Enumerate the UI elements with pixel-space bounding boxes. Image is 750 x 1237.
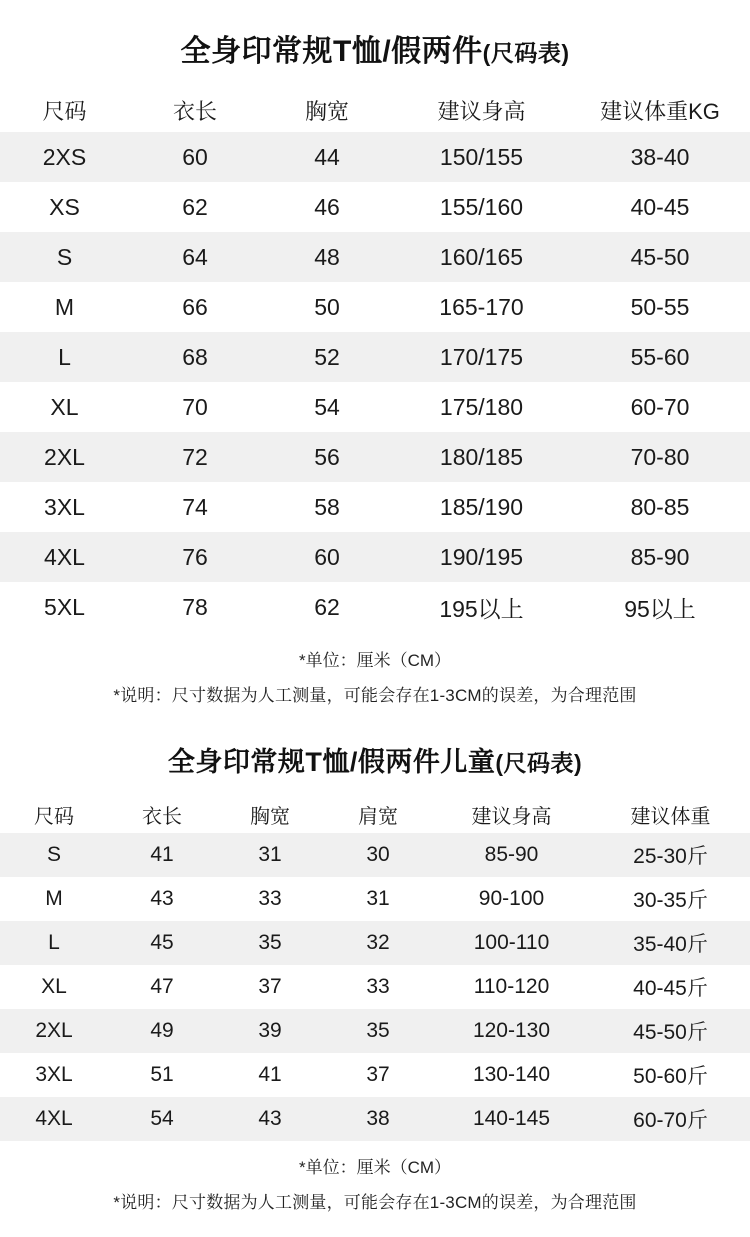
cell-height: 100-110 (473, 931, 550, 954)
cell-length: 64 (182, 243, 208, 270)
kids-measurement-note: *说明：尺寸数据为人工测量，可能会存在1-3CM的误差，为合理范围 (113, 1193, 637, 1212)
kids-table-head (0, 795, 750, 833)
cell-size: 4XL (35, 1107, 73, 1130)
cell-height: 185/190 (439, 493, 524, 520)
column-header-chest: 胸宽 (304, 98, 349, 124)
cell-height: 120-130 (472, 1019, 551, 1042)
cell-length: 60 (182, 143, 208, 170)
table-row (0, 432, 750, 482)
cell-size: 2XL (35, 1019, 73, 1042)
cell-height: 190/195 (439, 543, 524, 570)
cell-chest: 41 (258, 1063, 282, 1086)
cell-length: 68 (182, 343, 208, 370)
kids-size-chart-title (0, 710, 750, 795)
cell-chest: 46 (314, 193, 340, 220)
cell-length: 51 (150, 1063, 174, 1086)
cell-size: 5XL (44, 593, 85, 620)
cell-chest: 43 (258, 1107, 282, 1130)
column-header-length: 衣长 (172, 98, 217, 124)
cell-size: L (58, 343, 71, 370)
cell-chest: 56 (314, 443, 340, 470)
table-row (0, 532, 750, 582)
table-row (0, 582, 750, 632)
cell-height: 130-140 (472, 1063, 551, 1086)
bottom-spacer (0, 1217, 750, 1235)
cell-height: 180/185 (439, 443, 524, 470)
cell-height: 175/180 (439, 393, 524, 420)
cell-weight: 50-60斤 (633, 1065, 708, 1088)
cell-shoulder: 35 (366, 1019, 390, 1042)
cell-length: 54 (150, 1107, 174, 1130)
table-row (0, 332, 750, 382)
table-row (0, 232, 750, 282)
cell-weight: 45-50 (630, 243, 690, 270)
cell-size: M (45, 887, 63, 910)
cell-size: XS (49, 193, 80, 220)
adult-title-main: 全身印常规T恤/假两件 (180, 35, 483, 68)
cell-weight: 50-55 (630, 293, 690, 320)
column-header-chest: 胸宽 (250, 805, 290, 828)
cell-height: 165-170 (439, 293, 524, 320)
adult-size-table (0, 88, 750, 632)
cell-chest: 44 (314, 143, 340, 170)
adult-table-head (0, 88, 750, 132)
cell-chest: 39 (258, 1019, 282, 1042)
kids-unit-note: *单位：厘米（CM） (298, 1158, 452, 1177)
cell-length: 47 (150, 975, 174, 998)
cell-height: 195以上 (439, 595, 524, 622)
table-row (0, 965, 750, 1009)
cell-weight: 40-45斤 (633, 977, 708, 1000)
cell-shoulder: 38 (366, 1107, 390, 1130)
cell-chest: 60 (314, 543, 340, 570)
cell-size: S (56, 243, 73, 270)
cell-weight: 70-80 (630, 443, 690, 470)
cell-weight: 35-40斤 (633, 933, 708, 956)
cell-height: 110-120 (473, 975, 550, 998)
table-row (0, 1097, 750, 1141)
cell-size: XL (41, 975, 67, 998)
kids-title-sub: (尺码表) (495, 750, 583, 776)
adult-title-sub: (尺码表) (482, 40, 570, 66)
table-row (0, 1009, 750, 1053)
cell-height: 140-145 (472, 1107, 551, 1130)
cell-height: 160/165 (439, 243, 524, 270)
column-header-weight: 建议体重KG (600, 98, 720, 124)
cell-weight: 60-70斤 (633, 1109, 708, 1132)
cell-weight: 40-45 (630, 193, 690, 220)
cell-chest: 54 (314, 393, 340, 420)
cell-size: M (54, 293, 75, 320)
cell-shoulder: 32 (366, 931, 390, 954)
cell-height: 170/175 (439, 343, 524, 370)
cell-weight: 38-40 (630, 143, 690, 170)
cell-length: 76 (182, 543, 208, 570)
adult-size-chart-title (0, 0, 750, 88)
cell-weight: 95以上 (624, 595, 696, 622)
table-row (0, 877, 750, 921)
table-row (0, 1053, 750, 1097)
column-header-height: 建议身高 (471, 805, 552, 828)
table-row (0, 182, 750, 232)
cell-size: 2XS (42, 143, 87, 170)
cell-shoulder: 31 (366, 887, 390, 910)
cell-chest: 37 (258, 975, 282, 998)
cell-chest: 31 (258, 843, 282, 866)
cell-shoulder: 37 (366, 1063, 390, 1086)
cell-weight: 25-30斤 (633, 845, 708, 868)
cell-shoulder: 33 (366, 975, 390, 998)
cell-weight: 45-50斤 (633, 1021, 708, 1044)
cell-length: 62 (182, 193, 208, 220)
cell-chest: 58 (314, 493, 340, 520)
cell-size: 4XL (44, 543, 85, 570)
adult-measurement-note: *说明：尺寸数据为人工测量，可能会存在1-3CM的误差，为合理范围 (113, 686, 637, 705)
cell-chest: 48 (314, 243, 340, 270)
table-header-row (0, 795, 750, 833)
kids-size-table (0, 795, 750, 1141)
table-header-row (0, 88, 750, 132)
cell-weight: 80-85 (630, 493, 690, 520)
table-row (0, 833, 750, 877)
table-row (0, 132, 750, 182)
cell-height: 150/155 (439, 143, 524, 170)
cell-height: 90-100 (478, 887, 545, 910)
cell-length: 72 (182, 443, 208, 470)
cell-size: S (46, 843, 61, 866)
cell-height: 85-90 (484, 843, 539, 866)
cell-weight: 85-90 (630, 543, 690, 570)
cell-chest: 52 (314, 343, 340, 370)
cell-weight: 55-60 (630, 343, 690, 370)
cell-height: 155/160 (439, 193, 524, 220)
cell-weight: 60-70 (630, 393, 690, 420)
cell-weight: 30-35斤 (633, 889, 708, 912)
cell-length: 66 (182, 293, 208, 320)
column-header-length: 衣长 (142, 805, 182, 828)
cell-size: L (48, 931, 60, 954)
cell-size: 2XL (44, 443, 85, 470)
cell-chest: 50 (314, 293, 340, 320)
column-header-size: 尺码 (34, 805, 74, 828)
column-header-weight: 建议体重 (630, 805, 711, 828)
cell-chest: 33 (258, 887, 282, 910)
cell-size: 3XL (44, 493, 85, 520)
cell-chest: 35 (258, 931, 282, 954)
adult-table-body (0, 132, 750, 632)
table-row (0, 921, 750, 965)
table-row (0, 382, 750, 432)
cell-length: 45 (150, 931, 174, 954)
column-header-shoulder: 肩宽 (358, 805, 398, 828)
adult-unit-note: *单位：厘米（CM） (298, 651, 452, 670)
table-row (0, 482, 750, 532)
cell-length: 70 (182, 393, 208, 420)
cell-shoulder: 30 (366, 843, 390, 866)
kids-title-main: 全身印常规T恤/假两件儿童 (167, 747, 496, 777)
cell-chest: 62 (314, 593, 340, 620)
table-row (0, 282, 750, 332)
cell-length: 74 (182, 493, 208, 520)
cell-length: 43 (150, 887, 174, 910)
cell-size: 3XL (35, 1063, 73, 1086)
column-header-height: 建议身高 (437, 98, 526, 124)
cell-length: 49 (150, 1019, 174, 1042)
cell-length: 78 (182, 593, 208, 620)
cell-size: XL (50, 393, 79, 420)
cell-length: 41 (150, 843, 174, 866)
column-header-size: 尺码 (42, 98, 87, 124)
kids-table-body (0, 833, 750, 1141)
